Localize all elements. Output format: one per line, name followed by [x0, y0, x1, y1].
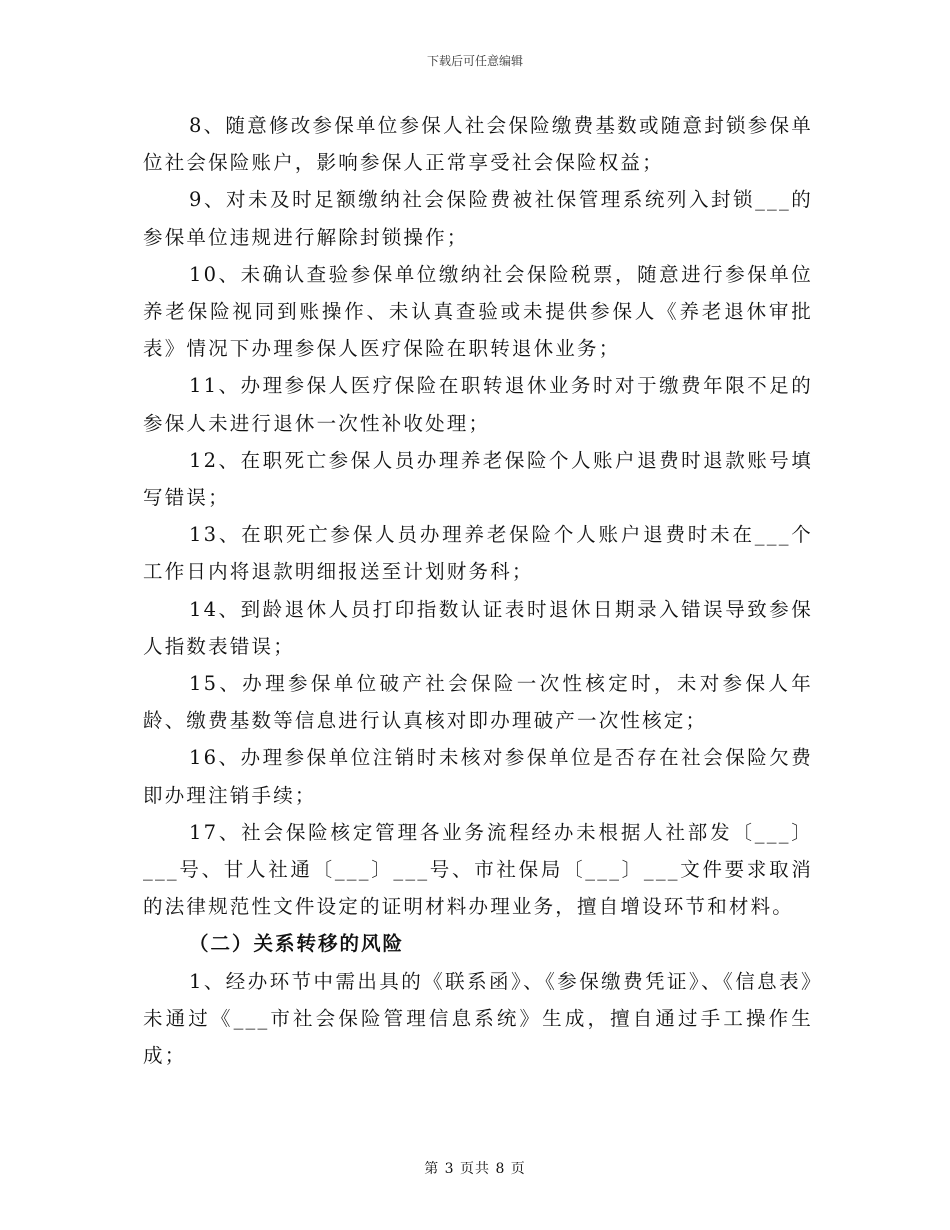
- paragraph-item-8: 8、随意修改参保单位参保人社会保险缴费基数或随意封锁参保单位社会保险账户，影响参保人正常享受社会保险权益；: [143, 114, 813, 175]
- paragraph-item-14: 14、到龄退休人员打印指数认证表时退休日期录入错误导致参保人指数表错误；: [143, 597, 813, 658]
- paragraph-item-15: 15、办理参保单位破产社会保险一次性核定时，未对参保人年龄、缴费基数等信息进行认真核对即办理破产一次性核定；: [143, 672, 813, 733]
- paragraph-item-13: 13、在职死亡参保人员办理养老保险个人账户退费时未在___个工作日内将退款明细报送至计划财务科；: [143, 523, 813, 584]
- paragraph-item-16: 16、办理参保单位注销时未核对参保单位是否存在社会保险欠费即办理注销手续；: [143, 746, 813, 807]
- page-header-note: 下载后可任意编辑: [426, 54, 523, 68]
- paragraph-item-9: 9、对未及时足额缴纳社会保险费被社保管理系统列入封锁___的参保单位违规进行解除封锁操作；: [143, 188, 813, 249]
- paragraph-item-10: 10、未确认查验参保单位缴纳社会保险税票，随意进行参保单位养老保险视同到账操作、未认真查验或未提供参保人《养老退休审批表》情况下办理参保人医疗保险在职转退休业务；: [143, 262, 813, 361]
- paragraph-item-1: 1、经办环节中需出具的《联系函》、《参保缴费凭证》、《信息表》未通过《___市社会保险管理信息系统》生成，擅自通过手工操作生成；: [143, 969, 813, 1068]
- page-number: 第 3 页共 8 页: [424, 1161, 526, 1177]
- paragraph-item-11: 11、办理参保人医疗保险在职转退休业务时对于缴费年限不足的参保人未进行退休一次性补收处理；: [143, 374, 813, 435]
- paragraph-item-12: 12、在职死亡参保人员办理养老保险个人账户退费时退款账号填写错误；: [143, 448, 813, 510]
- section-heading: （二）关系转移的风险: [189, 932, 405, 956]
- document-body: [143, 107, 813, 1074]
- paragraph-item-17: 17、社会保险核定管理各业务流程经办未根据人社部发〔___〕___号、甘人社通〔___〕___号、市社保局〔___〕___文件要求取消的法律规范性文件设定的证明材料办理业务，擅自增设环节和材料。: [143, 820, 813, 919]
